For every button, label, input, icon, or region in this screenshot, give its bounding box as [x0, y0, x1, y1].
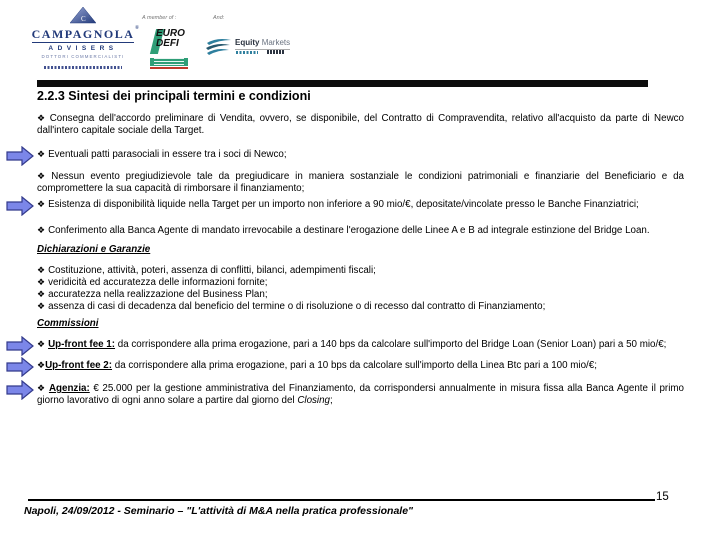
title-rule — [37, 80, 648, 87]
campagnola-subtitle: ADVISERS — [48, 45, 118, 52]
diamond-bullet-icon: ❖ — [37, 114, 47, 124]
eurodefi-logo — [150, 27, 188, 69]
diamond-bullet-icon: ❖ — [37, 290, 46, 300]
diamond-bullet-icon: ❖ — [37, 340, 46, 350]
campagnola-pyramid-icon — [26, 7, 140, 25]
bullet-conferimento: ❖ Conferimento alla Banca Agente di mandato irrevocabile a destinare l'erogazione delle Linee A e B ad integrale estinzione del Bridge Loan. — [37, 225, 650, 236]
blue-arrow-icon — [6, 146, 34, 170]
diamond-bullet-icon: ❖ — [37, 172, 49, 182]
equity-fineprint-left — [236, 51, 258, 54]
eurodefi-redline — [150, 67, 188, 69]
blue-arrow-icon — [6, 357, 34, 381]
svg-text:C: C — [81, 15, 86, 23]
heading-dichiarazioni: Dichiarazioni e Garanzie — [37, 244, 151, 255]
list-item: ❖ accuratezza nella realizzazione del Business Plan; — [37, 289, 268, 300]
blue-arrow-icon — [6, 380, 34, 404]
page-number: 15 — [656, 491, 669, 503]
diamond-bullet-icon: ❖ — [37, 150, 46, 160]
diamond-bullet-icon: ❖ — [37, 278, 46, 288]
footer-rule — [28, 499, 655, 501]
eurodefi-wordmark: EURO DEFI — [156, 28, 185, 49]
bullet-agenzia: ❖ Agenzia: € 25.000 per la gestione amministrativa del Finanziamento, da corrispondersi annualmente in misura fissa alla Banca Agente il primo giorno lavorativo di ogni anno solare a partire dal giorno del Closing; — [37, 383, 684, 407]
campagnola-tagline: DOTTORI COMMERCIALISTI — [41, 54, 125, 59]
registered-mark: ® — [135, 26, 141, 31]
garanzie-list — [37, 265, 684, 313]
diamond-bullet-icon: ❖ — [37, 302, 46, 312]
eurodefi-strip — [150, 58, 188, 66]
diamond-bullet-icon: ❖ — [37, 361, 46, 371]
list-item: ❖ Costituzione, attività, poteri, assenza di conflitti, bilanci, adempimenti fiscali; — [37, 265, 376, 276]
waves-icon — [205, 38, 233, 61]
diamond-bullet-icon: ❖ — [37, 384, 46, 394]
equity-markets-logo — [205, 36, 291, 60]
equity-fineprint-right — [267, 50, 285, 54]
diamond-bullet-icon: ❖ — [37, 266, 46, 276]
diamond-bullet-icon: ❖ — [37, 226, 46, 236]
campagnola-name: CAMPAGNOLA ® — [31, 26, 141, 41]
and-label: And: — [213, 15, 225, 21]
bullet-upfront-fee-2: ❖Up-front fee 2: da corrispondere alla prima erogazione, pari a 10 bps da calcolare sull'importo della Linea Btc pari a 100 mio/€; — [37, 360, 684, 372]
equity-markets-wordmark: Equity Markets — [235, 38, 290, 50]
slide-body — [37, 108, 684, 407]
slide-title: 2.2.3 Sintesi dei principali termini e condizioni — [37, 89, 311, 103]
bullet-upfront-fee-1: ❖ Up-front fee 1: da corrispondere alla prima erogazione, pari a 140 bps da calcolare sull'importo del Bridge Loan (Senior Loan) pari a 50 mio/€; — [37, 339, 684, 351]
campagnola-fineprint — [44, 66, 122, 69]
bullet-nessun-evento: ❖ Nessun evento pregiudizievole tale da pregiudicare in maniera sostanziale le condizioni patrimoniali e finanziarie del Beneficiario e da compromettere la sua capacità di rimborsare il finanziamento; — [37, 171, 684, 194]
heading-commissioni: Commissioni — [37, 318, 99, 329]
footer-caption: Napoli, 24/09/2012 - Seminario – "L'attività di M&A nella pratica professionale" — [24, 505, 414, 517]
blue-arrow-icon — [6, 196, 34, 220]
bullet-esistenza-liquidita: ❖ Esistenza di disponibilità liquide nella Target per un importo non inferiore a 90 mio/€, depositate/vincolate presso le Banche Finanziatrici; — [37, 199, 684, 211]
list-item: ❖ assenza di casi di decadenza dal beneficio del termine o di risoluzione o di recesso dal contratto di Finanziamento; — [37, 301, 546, 312]
bullet-patti-parasociali: ❖ Eventuali patti parasociali in essere tra i soci di Newco; — [37, 149, 684, 161]
campagnola-logo — [26, 7, 140, 69]
member-of-label: A member of : — [142, 15, 177, 21]
bullet-consegna: ❖ Consegna dell'accordo preliminare di Vendita, ovvero, se disponibile, del Contratto di Compravendita, relativo all'acquisto da parte di Newco dall'intero capitale sociale della Target. — [37, 113, 684, 136]
diamond-bullet-icon: ❖ — [37, 200, 46, 210]
list-item: ❖ veridicità ed accuratezza delle informazioni fornite; — [37, 277, 268, 288]
